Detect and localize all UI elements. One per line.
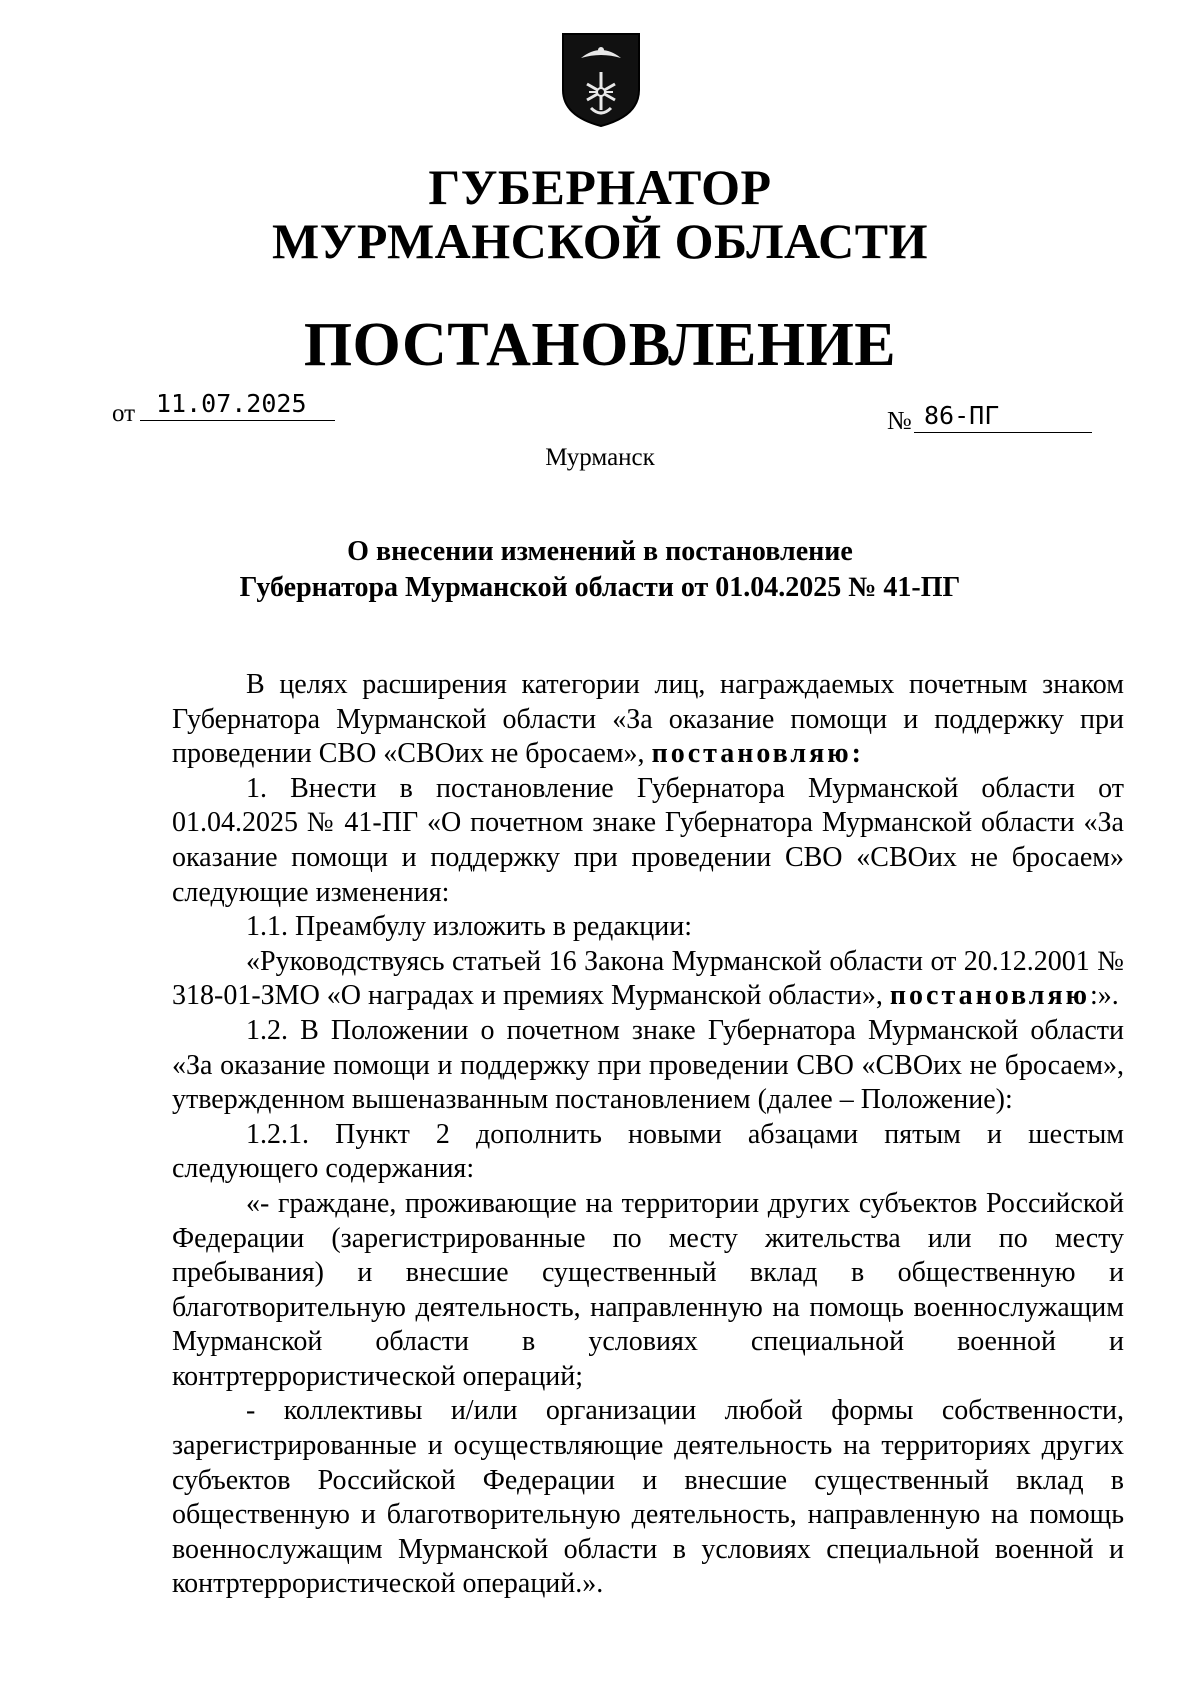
subject-line1: О внесении изменений в постановление [347,536,853,567]
city-name: Мурманск [545,444,655,471]
paragraph-preamble [172,668,1124,772]
paragraph-new-abzac-6: - коллективы и/или организации любой формы собственности, зарегистрированные и осуществляющие деятельность на территориях других субъектов Российской Федерации и внесшие существенный вклад в общественную и благотворительную деятельность, направленную на помощь военнослужащим Мурманской области в условиях специальной военной и контртеррористической операций.». [172,1395,1124,1600]
date-label: от [112,400,136,427]
paragraph-quoted-preamble [172,945,1124,1014]
paragraph-item-1: 1. Внести в постановление Губернатора Мурманской области от 01.04.2025 № 41-ПГ «О почетном знаке Губернатора Мурманской области «За оказание помощи и поддержку при проведении СВО «СВОих не бросаем» следующие изменения: [172,772,1124,908]
document-number: 86-ПГ [914,400,1092,433]
resolution-word: постановляю: [651,738,864,770]
coat-of-arms-icon [557,28,645,128]
document-date: 11.07.2025 [140,388,335,421]
document-type-heading: ПОСТАНОВЛЕНИЕ [303,311,897,379]
quoted-resolution-word: постановляю [889,980,1091,1012]
subject-line2: Губернатора Мурманской области от 01.04.2025 № 41-ПГ [239,572,961,603]
quoted-preamble-text: «Руководствуясь статьей 16 Закона Мурманской области от 20.12.2001 № 318-01-ЗМО «О наградах и премиях Мурманской области», [172,945,1124,1012]
paragraph-new-abzac-5: «- граждане, проживающие на территории других субъектов Российской Федерации (зарегистрированные по месту жительства или по месту пребывания) и внесшие существенный вклад в общественную и благотворительную деятельность, направленную на помощь военнослужащим Мурманской области в условиях специальной военной и контртеррористической операций; [172,1187,1124,1392]
preamble-text: В целях расширения категории лиц, награждаемых почетным знаком Губернатора Мурманской области «За оказание помощи и поддержку при проведении СВО «СВОих не бросаем», [172,669,1124,770]
quoted-preamble-tail: :». [1090,980,1119,1012]
paragraph-item-1-2-1: 1.2.1. Пункт 2 дополнить новыми абзацами пятым и шестым следующего содержания: [172,1118,1124,1185]
org-title-line2: МУРМАНСКОЙ ОБЛАСТИ [272,213,928,269]
paragraph-item-1-2: 1.2. В Положении о почетном знаке Губернатора Мурманской области «За оказание помощи и поддержку при проведении СВО «СВОих не бросаем», утвержденном вышеназванным постановлением (далее – Положение): [172,1014,1124,1116]
paragraph-item-1-1: 1.1. Преамбулу изложить в редакции: [246,911,693,943]
document-subject [0,534,1200,606]
org-title-line1: ГУБЕРНАТОР [428,159,772,215]
number-label: № [887,406,912,435]
document-body [172,668,1124,1602]
